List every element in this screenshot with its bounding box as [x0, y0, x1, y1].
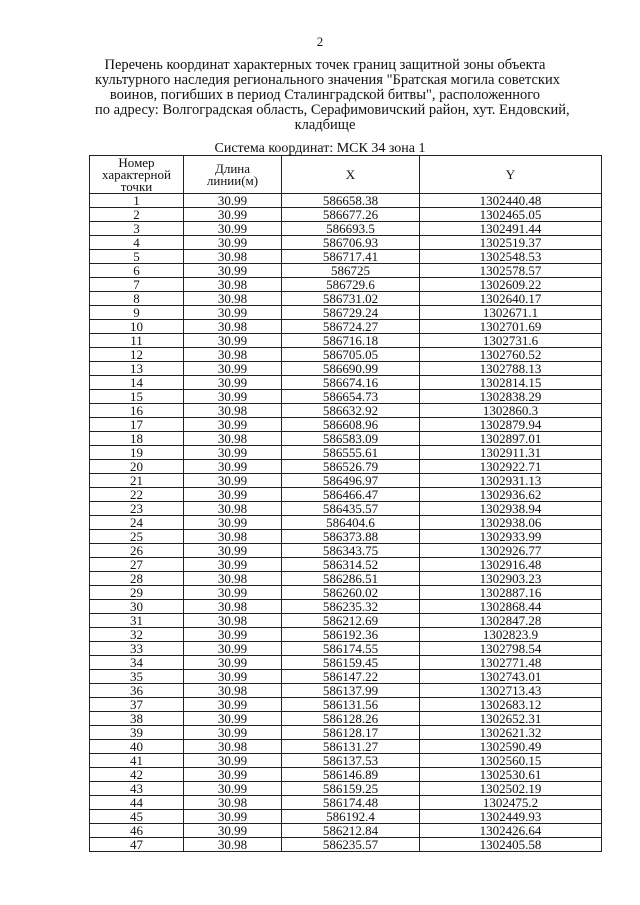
y-coordinate-cell: 1302847.28 — [420, 614, 602, 628]
table-row — [90, 572, 602, 586]
y-coordinate-cell: 1302465.05 — [420, 208, 602, 222]
table-row — [90, 390, 602, 404]
line-length-cell: 30.99 — [184, 586, 282, 600]
line-length-cell: 30.99 — [184, 460, 282, 474]
x-coordinate-cell: 586706.93 — [282, 236, 420, 250]
header-line-length — [184, 156, 282, 194]
x-coordinate-cell: 586654.73 — [282, 390, 420, 404]
header-x: X — [282, 156, 420, 194]
table-row — [90, 726, 602, 740]
y-coordinate-cell: 1302701.69 — [420, 320, 602, 334]
table-row — [90, 348, 602, 362]
line-length-cell: 30.98 — [184, 292, 282, 306]
x-coordinate-cell: 586729.24 — [282, 306, 420, 320]
x-coordinate-cell: 586705.05 — [282, 348, 420, 362]
table-row — [90, 642, 602, 656]
point-number-cell: 9 — [90, 306, 184, 320]
x-coordinate-cell: 586235.57 — [282, 838, 420, 852]
point-number-cell: 44 — [90, 796, 184, 810]
y-coordinate-cell: 1302683.12 — [420, 698, 602, 712]
line-length-cell: 30.98 — [184, 502, 282, 516]
x-coordinate-cell: 586729.6 — [282, 278, 420, 292]
table-row — [90, 628, 602, 642]
line-length-cell: 30.98 — [184, 404, 282, 418]
point-number-cell: 3 — [90, 222, 184, 236]
x-coordinate-cell: 586286.51 — [282, 572, 420, 586]
point-number-cell: 19 — [90, 446, 184, 460]
x-coordinate-cell: 586212.69 — [282, 614, 420, 628]
x-coordinate-cell: 586131.56 — [282, 698, 420, 712]
line-length-cell: 30.98 — [184, 684, 282, 698]
x-coordinate-cell: 586632.92 — [282, 404, 420, 418]
table-row — [90, 488, 602, 502]
y-coordinate-cell: 1302731.6 — [420, 334, 602, 348]
point-number-cell: 18 — [90, 432, 184, 446]
table-row — [90, 754, 602, 768]
point-number-cell: 2 — [90, 208, 184, 222]
y-coordinate-cell: 1302621.32 — [420, 726, 602, 740]
point-number-cell: 13 — [90, 362, 184, 376]
table-row — [90, 684, 602, 698]
table-row — [90, 194, 602, 208]
table-row — [90, 670, 602, 684]
x-coordinate-cell: 586583.09 — [282, 432, 420, 446]
point-number-cell: 20 — [90, 460, 184, 474]
table-row — [90, 208, 602, 222]
line-length-cell: 30.99 — [184, 642, 282, 656]
table-row — [90, 838, 602, 852]
table-body — [90, 194, 602, 852]
line-length-cell: 30.98 — [184, 572, 282, 586]
coordinate-system-label: Система координат: МСК 34 зона 1 — [214, 141, 426, 156]
x-coordinate-cell: 586137.53 — [282, 754, 420, 768]
x-coordinate-cell: 586235.32 — [282, 600, 420, 614]
table-row — [90, 278, 602, 292]
table-row — [90, 502, 602, 516]
table-row — [90, 810, 602, 824]
x-coordinate-cell: 586608.96 — [282, 418, 420, 432]
line-length-cell: 30.99 — [184, 194, 282, 208]
table-row — [90, 404, 602, 418]
table-row — [90, 558, 602, 572]
point-number-cell: 17 — [90, 418, 184, 432]
point-number-cell: 39 — [90, 726, 184, 740]
table-row — [90, 446, 602, 460]
document-title — [95, 57, 570, 133]
x-coordinate-cell: 586128.17 — [282, 726, 420, 740]
table-row — [90, 614, 602, 628]
point-number-cell: 7 — [90, 278, 184, 292]
line-length-cell: 30.98 — [184, 796, 282, 810]
title-line-2: культурного наследия регионального значения "Братская могила советских — [95, 72, 560, 88]
x-coordinate-cell: 586314.52 — [282, 558, 420, 572]
line-length-cell: 30.98 — [184, 600, 282, 614]
y-coordinate-cell: 1302743.01 — [420, 670, 602, 684]
point-number-cell: 26 — [90, 544, 184, 558]
x-coordinate-cell: 586693.5 — [282, 222, 420, 236]
point-number-cell: 37 — [90, 698, 184, 712]
table-row — [90, 600, 602, 614]
table-row — [90, 306, 602, 320]
y-coordinate-cell: 1302887.16 — [420, 586, 602, 600]
header-point-line-3: точки — [120, 178, 153, 194]
y-coordinate-cell: 1302788.13 — [420, 362, 602, 376]
y-coordinate-cell: 1302938.94 — [420, 502, 602, 516]
y-coordinate-cell: 1302475.2 — [420, 796, 602, 810]
point-number-cell: 15 — [90, 390, 184, 404]
point-number-cell: 23 — [90, 502, 184, 516]
line-length-cell: 30.99 — [184, 544, 282, 558]
table-row — [90, 376, 602, 390]
table-row — [90, 586, 602, 600]
line-length-cell: 30.99 — [184, 418, 282, 432]
y-coordinate-cell: 1302405.58 — [420, 838, 602, 852]
table-row — [90, 292, 602, 306]
x-coordinate-cell: 586159.25 — [282, 782, 420, 796]
line-length-cell: 30.99 — [184, 362, 282, 376]
table-row — [90, 768, 602, 782]
y-coordinate-cell: 1302897.01 — [420, 432, 602, 446]
point-number-cell: 12 — [90, 348, 184, 362]
y-coordinate-cell: 1302916.48 — [420, 558, 602, 572]
line-length-cell: 30.99 — [184, 334, 282, 348]
x-coordinate-cell: 586717.41 — [282, 250, 420, 264]
x-coordinate-cell: 586555.61 — [282, 446, 420, 460]
point-number-cell: 30 — [90, 600, 184, 614]
point-number-cell: 36 — [90, 684, 184, 698]
title-line-5: кладбище — [294, 117, 356, 133]
header-point-line-2: характерной — [102, 166, 171, 182]
point-number-cell: 25 — [90, 530, 184, 544]
point-number-cell: 38 — [90, 712, 184, 726]
x-coordinate-cell: 586131.27 — [282, 740, 420, 754]
y-coordinate-cell: 1302879.94 — [420, 418, 602, 432]
table-header-row — [90, 156, 602, 194]
point-number-cell: 45 — [90, 810, 184, 824]
point-number-cell: 16 — [90, 404, 184, 418]
point-number-cell: 11 — [90, 334, 184, 348]
y-coordinate-cell: 1302922.71 — [420, 460, 602, 474]
point-number-cell: 5 — [90, 250, 184, 264]
point-number-cell: 31 — [90, 614, 184, 628]
line-length-cell: 30.98 — [184, 278, 282, 292]
x-coordinate-cell: 586690.99 — [282, 362, 420, 376]
title-line-1: Перечень координат характерных точек границ защитной зоны объекта — [104, 57, 546, 73]
y-coordinate-cell: 1302491.44 — [420, 222, 602, 236]
table-row — [90, 740, 602, 754]
x-coordinate-cell: 586404.6 — [282, 516, 420, 530]
line-length-cell: 30.99 — [184, 236, 282, 250]
page-number: 2 — [316, 34, 324, 49]
line-length-cell: 30.98 — [184, 530, 282, 544]
x-coordinate-cell: 586192.4 — [282, 810, 420, 824]
line-length-cell: 30.99 — [184, 782, 282, 796]
y-coordinate-cell: 1302713.43 — [420, 684, 602, 698]
y-coordinate-cell: 1302823.9 — [420, 628, 602, 642]
x-coordinate-cell: 586716.18 — [282, 334, 420, 348]
y-coordinate-cell: 1302860.3 — [420, 404, 602, 418]
table-row — [90, 544, 602, 558]
line-length-cell: 30.99 — [184, 264, 282, 278]
table-row — [90, 712, 602, 726]
y-coordinate-cell: 1302590.49 — [420, 740, 602, 754]
x-coordinate-cell: 586159.45 — [282, 656, 420, 670]
y-coordinate-cell: 1302609.22 — [420, 278, 602, 292]
line-length-cell: 30.99 — [184, 446, 282, 460]
line-length-cell: 30.99 — [184, 754, 282, 768]
line-length-cell: 30.99 — [184, 628, 282, 642]
point-number-cell: 41 — [90, 754, 184, 768]
line-length-cell: 30.99 — [184, 376, 282, 390]
header-length-line-2: линии(м) — [206, 172, 259, 188]
line-length-cell: 30.98 — [184, 740, 282, 754]
x-coordinate-cell: 586674.16 — [282, 376, 420, 390]
y-coordinate-cell: 1302578.57 — [420, 264, 602, 278]
line-length-cell: 30.99 — [184, 222, 282, 236]
line-length-cell: 30.98 — [184, 320, 282, 334]
line-length-cell: 30.99 — [184, 474, 282, 488]
y-coordinate-cell: 1302652.31 — [420, 712, 602, 726]
line-length-cell: 30.98 — [184, 614, 282, 628]
y-coordinate-cell: 1302449.93 — [420, 810, 602, 824]
line-length-cell: 30.99 — [184, 656, 282, 670]
header-length-line-1: Длина — [214, 160, 251, 176]
point-number-cell: 40 — [90, 740, 184, 754]
y-coordinate-cell: 1302798.54 — [420, 642, 602, 656]
table-row — [90, 222, 602, 236]
x-coordinate-cell: 586731.02 — [282, 292, 420, 306]
table-row — [90, 656, 602, 670]
header-y: Y — [420, 156, 602, 194]
point-number-cell: 27 — [90, 558, 184, 572]
point-number-cell: 8 — [90, 292, 184, 306]
coordinates-table — [89, 155, 602, 852]
table-row — [90, 418, 602, 432]
point-number-cell: 42 — [90, 768, 184, 782]
y-coordinate-cell: 1302760.52 — [420, 348, 602, 362]
line-length-cell: 30.99 — [184, 208, 282, 222]
y-coordinate-cell: 1302926.77 — [420, 544, 602, 558]
y-coordinate-cell: 1302671.1 — [420, 306, 602, 320]
point-number-cell: 6 — [90, 264, 184, 278]
title-line-4: по адресу: Волгоградская область, Серафимовичский район, хут. Ендовский, — [95, 102, 570, 118]
x-coordinate-cell: 586343.75 — [282, 544, 420, 558]
line-length-cell: 30.99 — [184, 488, 282, 502]
header-point-number — [90, 156, 184, 194]
y-coordinate-cell: 1302868.44 — [420, 600, 602, 614]
line-length-cell: 30.99 — [184, 810, 282, 824]
y-coordinate-cell: 1302838.29 — [420, 390, 602, 404]
x-coordinate-cell: 586658.38 — [282, 194, 420, 208]
point-number-cell: 29 — [90, 586, 184, 600]
table-row — [90, 236, 602, 250]
y-coordinate-cell: 1302530.61 — [420, 768, 602, 782]
line-length-cell: 30.98 — [184, 432, 282, 446]
line-length-cell: 30.99 — [184, 698, 282, 712]
table-row — [90, 460, 602, 474]
y-coordinate-cell: 1302548.53 — [420, 250, 602, 264]
point-number-cell: 47 — [90, 838, 184, 852]
point-number-cell: 1 — [90, 194, 184, 208]
x-coordinate-cell: 586192.36 — [282, 628, 420, 642]
x-coordinate-cell: 586174.55 — [282, 642, 420, 656]
point-number-cell: 34 — [90, 656, 184, 670]
line-length-cell: 30.99 — [184, 516, 282, 530]
y-coordinate-cell: 1302502.19 — [420, 782, 602, 796]
table-row — [90, 698, 602, 712]
x-coordinate-cell: 586724.27 — [282, 320, 420, 334]
point-number-cell: 35 — [90, 670, 184, 684]
point-number-cell: 22 — [90, 488, 184, 502]
y-coordinate-cell: 1302560.15 — [420, 754, 602, 768]
y-coordinate-cell: 1302440.48 — [420, 194, 602, 208]
line-length-cell: 30.98 — [184, 250, 282, 264]
table-row — [90, 264, 602, 278]
point-number-cell: 32 — [90, 628, 184, 642]
table-row — [90, 824, 602, 838]
y-coordinate-cell: 1302936.62 — [420, 488, 602, 502]
x-coordinate-cell: 586146.89 — [282, 768, 420, 782]
x-coordinate-cell: 586526.79 — [282, 460, 420, 474]
table-row — [90, 320, 602, 334]
header-point-line-1: Номер — [118, 154, 155, 170]
table-row — [90, 782, 602, 796]
x-coordinate-cell: 586373.88 — [282, 530, 420, 544]
x-coordinate-cell: 586466.47 — [282, 488, 420, 502]
table-row — [90, 334, 602, 348]
table-row — [90, 250, 602, 264]
line-length-cell: 30.99 — [184, 726, 282, 740]
x-coordinate-cell: 586260.02 — [282, 586, 420, 600]
x-coordinate-cell: 586137.99 — [282, 684, 420, 698]
y-coordinate-cell: 1302938.06 — [420, 516, 602, 530]
point-number-cell: 24 — [90, 516, 184, 530]
y-coordinate-cell: 1302771.48 — [420, 656, 602, 670]
line-length-cell: 30.98 — [184, 348, 282, 362]
y-coordinate-cell: 1302933.99 — [420, 530, 602, 544]
point-number-cell: 4 — [90, 236, 184, 250]
point-number-cell: 14 — [90, 376, 184, 390]
line-length-cell: 30.99 — [184, 768, 282, 782]
point-number-cell: 43 — [90, 782, 184, 796]
y-coordinate-cell: 1302814.15 — [420, 376, 602, 390]
y-coordinate-cell: 1302426.64 — [420, 824, 602, 838]
point-number-cell: 46 — [90, 824, 184, 838]
y-coordinate-cell: 1302903.23 — [420, 572, 602, 586]
y-coordinate-cell: 1302640.17 — [420, 292, 602, 306]
line-length-cell: 30.99 — [184, 558, 282, 572]
line-length-cell: 30.99 — [184, 390, 282, 404]
x-coordinate-cell: 586128.26 — [282, 712, 420, 726]
y-coordinate-cell: 1302931.13 — [420, 474, 602, 488]
line-length-cell: 30.99 — [184, 306, 282, 320]
line-length-cell: 30.99 — [184, 670, 282, 684]
table-row — [90, 362, 602, 376]
title-line-3: воинов, погибших в период Сталинградской битвы", расположенного — [109, 87, 541, 103]
point-number-cell: 21 — [90, 474, 184, 488]
line-length-cell: 30.99 — [184, 712, 282, 726]
line-length-cell: 30.99 — [184, 824, 282, 838]
table-row — [90, 474, 602, 488]
point-number-cell: 33 — [90, 642, 184, 656]
line-length-cell: 30.98 — [184, 838, 282, 852]
table-row — [90, 516, 602, 530]
point-number-cell: 28 — [90, 572, 184, 586]
table-row — [90, 796, 602, 810]
x-coordinate-cell: 586212.84 — [282, 824, 420, 838]
x-coordinate-cell: 586496.97 — [282, 474, 420, 488]
y-coordinate-cell: 1302911.31 — [420, 446, 602, 460]
point-number-cell: 10 — [90, 320, 184, 334]
x-coordinate-cell: 586725 — [282, 264, 420, 278]
x-coordinate-cell: 586435.57 — [282, 502, 420, 516]
x-coordinate-cell: 586677.26 — [282, 208, 420, 222]
table-row — [90, 432, 602, 446]
x-coordinate-cell: 586174.48 — [282, 796, 420, 810]
y-coordinate-cell: 1302519.37 — [420, 236, 602, 250]
table-row — [90, 530, 602, 544]
x-coordinate-cell: 586147.22 — [282, 670, 420, 684]
